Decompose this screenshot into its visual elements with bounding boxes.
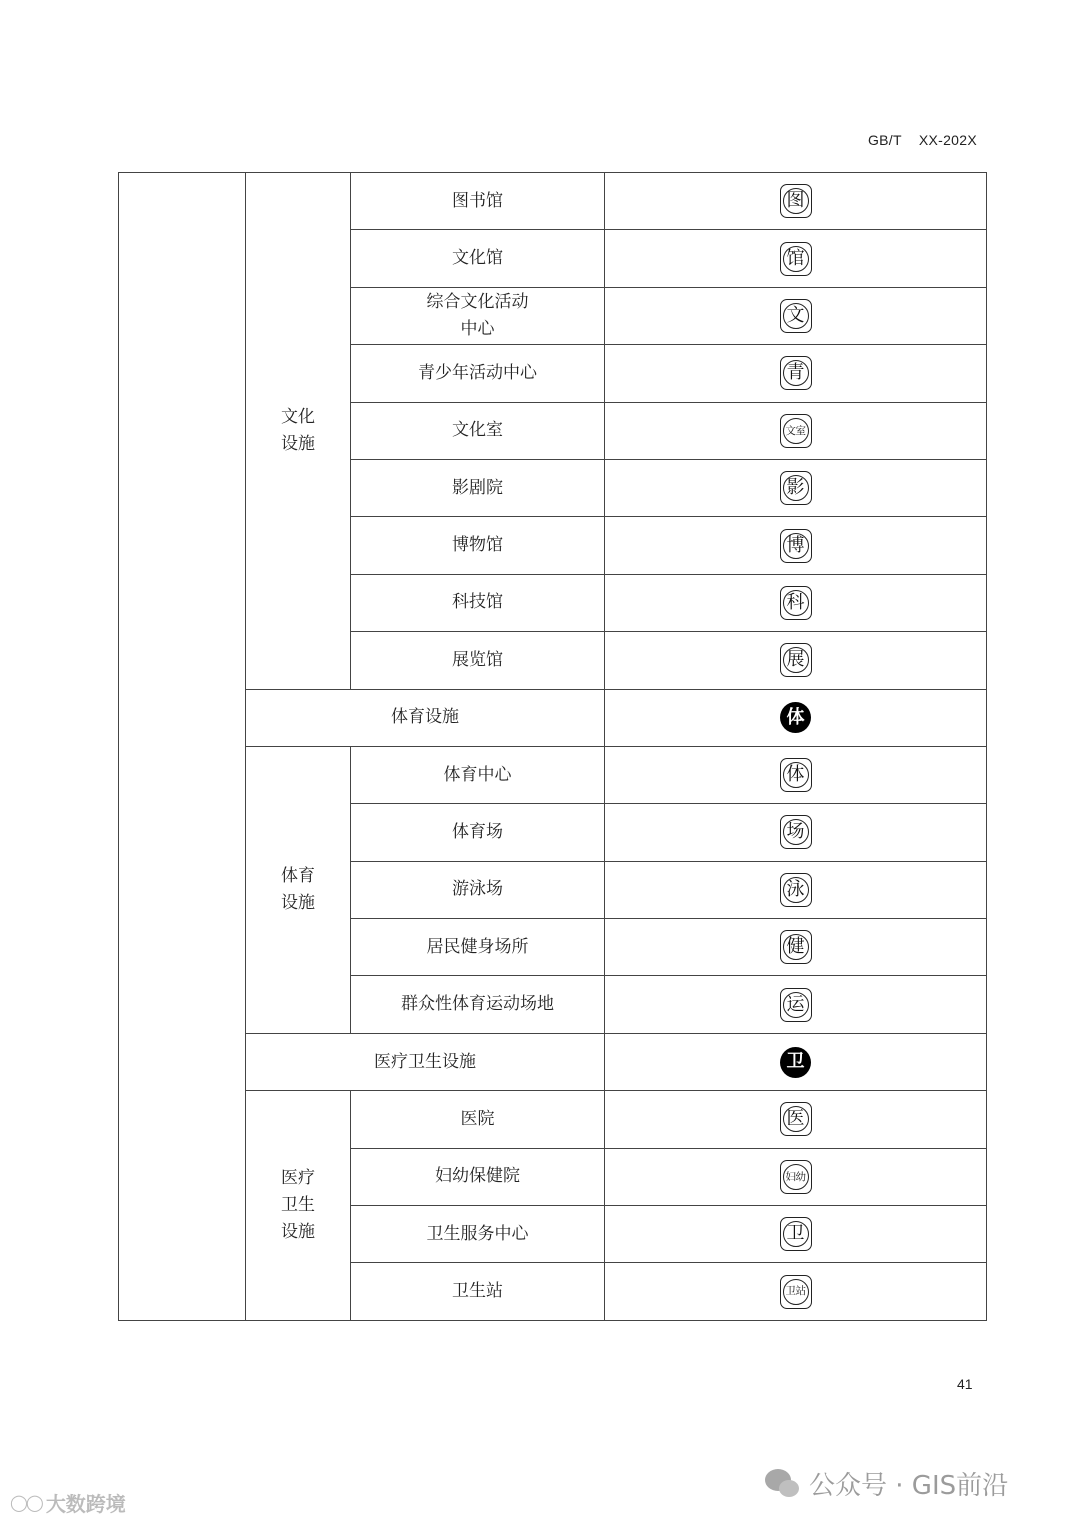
symbol-cell xyxy=(605,517,987,574)
culture-room-symbol-icon xyxy=(780,414,812,448)
symbol-cell xyxy=(605,402,987,459)
facility-name: 卫生站 xyxy=(351,1263,605,1320)
symbol-glyph: 博 xyxy=(783,533,809,559)
symbol-glyph: 妇幼 xyxy=(783,1164,809,1190)
wechat-icon xyxy=(765,1469,801,1499)
wechat-watermark xyxy=(765,1465,1008,1502)
symbol-cell xyxy=(605,1206,987,1263)
document-header xyxy=(868,132,977,148)
facility-name: 文化室 xyxy=(351,402,605,459)
symbol-glyph: 卫站 xyxy=(783,1279,809,1305)
maternal-child-hospital-symbol-icon xyxy=(780,1160,812,1194)
symbol-glyph: 馆 xyxy=(783,246,809,272)
symbol-glyph: 文室 xyxy=(783,418,809,444)
symbol-cell xyxy=(605,919,987,976)
symbol-cell xyxy=(605,689,987,746)
symbol-cell xyxy=(605,1033,987,1090)
facility-name: 展览馆 xyxy=(351,632,605,689)
group-label: 文化 设施 xyxy=(246,173,351,690)
facility-name: 医院 xyxy=(351,1091,605,1148)
symbol-glyph: 青 xyxy=(783,360,809,386)
facility-name: 影剧院 xyxy=(351,459,605,516)
symbol-cell xyxy=(605,173,987,230)
symbol-cell xyxy=(605,861,987,918)
corner-brand-label: 大数跨境 xyxy=(45,1492,126,1516)
symbol-cell xyxy=(605,1091,987,1148)
symbol-glyph: 影 xyxy=(783,475,809,501)
table-row xyxy=(119,1091,987,1148)
health-station-symbol-icon xyxy=(780,1275,812,1309)
symbol-cell xyxy=(605,976,987,1033)
cultural-activity-center-symbol-icon xyxy=(780,299,812,333)
symbol-cell xyxy=(605,1263,987,1320)
symbol-cell xyxy=(605,1148,987,1205)
facility-name: 妇幼保健院 xyxy=(351,1148,605,1205)
facility-name: 科技馆 xyxy=(351,574,605,631)
symbol-glyph: 体 xyxy=(783,762,809,788)
page-number: 41 xyxy=(957,1376,973,1392)
exhibition-hall-symbol-icon xyxy=(780,643,812,677)
facility-name: 博物馆 xyxy=(351,517,605,574)
symbol-glyph: 科 xyxy=(783,590,809,616)
youth-center-symbol-icon xyxy=(780,356,812,390)
table-row xyxy=(119,173,987,230)
facility-name: 卫生服务中心 xyxy=(351,1206,605,1263)
facility-name: 游泳场 xyxy=(351,861,605,918)
facility-name: 综合文化活动 中心 xyxy=(351,287,605,344)
brand-logo-icon: ◯◯ xyxy=(10,1493,42,1512)
symbol-glyph: 健 xyxy=(783,934,809,960)
medical-facilities-disc-icon: 卫 xyxy=(780,1047,811,1078)
group-label: 体育 设施 xyxy=(246,746,351,1033)
facility-name: 体育场 xyxy=(351,804,605,861)
facility-name: 图书馆 xyxy=(351,173,605,230)
symbol-glyph: 展 xyxy=(783,647,809,673)
facility-name: 文化馆 xyxy=(351,230,605,287)
symbol-glyph: 场 xyxy=(783,819,809,845)
swimming-pool-symbol-icon xyxy=(780,873,812,907)
symbol-glyph: 医 xyxy=(783,1106,809,1132)
symbol-glyph: 泳 xyxy=(783,877,809,903)
library-symbol-icon xyxy=(780,184,812,218)
category-name: 医疗卫生设施 xyxy=(246,1033,605,1090)
symbol-cell xyxy=(605,574,987,631)
symbol-cell xyxy=(605,459,987,516)
symbol-cell xyxy=(605,746,987,803)
museum-symbol-icon xyxy=(780,529,812,563)
corner-watermark xyxy=(10,1488,126,1517)
theater-symbol-icon xyxy=(780,471,812,505)
standard-code: GB/T xyxy=(867,132,902,148)
health-service-center-symbol-icon xyxy=(780,1217,812,1251)
symbol-cell xyxy=(605,287,987,344)
wechat-account-label: 公众号 · GIS前沿 xyxy=(809,1471,1009,1501)
facility-name: 居民健身场所 xyxy=(351,919,605,976)
facility-name: 体育中心 xyxy=(351,746,605,803)
sports-center-symbol-icon xyxy=(780,758,812,792)
symbol-cell xyxy=(605,632,987,689)
symbol-glyph: 图 xyxy=(783,188,809,214)
facility-name: 群众性体育运动场地 xyxy=(351,976,605,1033)
group-label: 医疗 卫生 设施 xyxy=(246,1091,351,1321)
science-museum-symbol-icon xyxy=(780,586,812,620)
symbol-cell xyxy=(605,345,987,402)
facility-name: 青少年活动中心 xyxy=(351,345,605,402)
outer-category-cell xyxy=(119,173,246,1321)
fitness-venue-symbol-icon xyxy=(780,930,812,964)
hospital-symbol-icon xyxy=(780,1102,812,1136)
category-row xyxy=(119,1033,987,1090)
table-row xyxy=(119,746,987,803)
category-name: 体育设施 xyxy=(246,689,605,746)
cultural-center-symbol-icon xyxy=(780,242,812,276)
public-sports-ground-symbol-icon xyxy=(780,988,812,1022)
symbol-glyph: 卫 xyxy=(783,1221,809,1247)
standard-number: XX-202X xyxy=(918,132,977,148)
category-row xyxy=(119,689,987,746)
symbol-cell xyxy=(605,230,987,287)
stadium-symbol-icon xyxy=(780,815,812,849)
facility-symbol-table xyxy=(118,172,987,1321)
symbol-cell xyxy=(605,804,987,861)
sports-facilities-disc-icon: 体 xyxy=(780,702,811,733)
symbol-glyph: 运 xyxy=(783,992,809,1018)
symbol-glyph: 文 xyxy=(783,303,809,329)
